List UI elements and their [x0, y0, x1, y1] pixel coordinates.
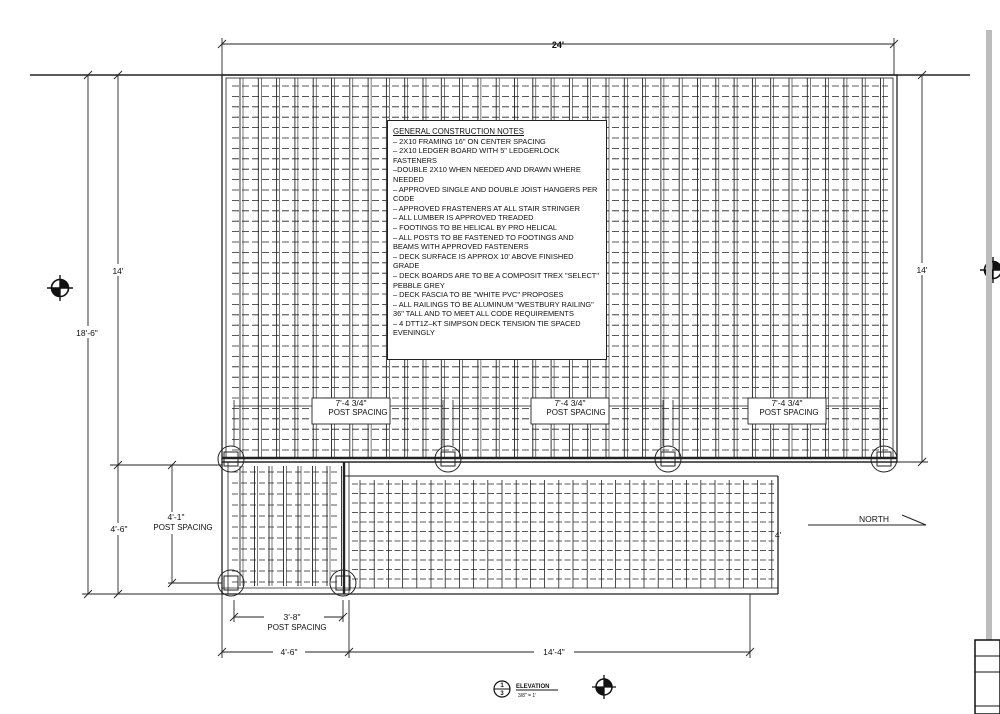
note-item: – APPROVED SINGLE AND DOUBLE JOIST HANGERS PER CODE: [393, 184, 598, 204]
upper-spacing-1-label: POST SPACING: [328, 408, 388, 417]
lower-post-spacing-vertical-dim: 4'-1": [167, 512, 185, 522]
posts: [218, 446, 897, 596]
note-item: – 2X10 LEDGER BOARD WITH 5" LEDGERLOCK FASTENERS: [393, 146, 560, 165]
sheet-number: 3: [500, 691, 504, 697]
note-item: – DECK BOARDS ARE TO BE A COMPOSIT TREX "SELECT" PEBBLE GREY: [393, 270, 599, 290]
upper-post-spacing-tag-1: [312, 398, 390, 424]
note-item: – ALL POSTS TO BE FASTENED TO FOOTINGS AND BEAMS WITH APPROVED FASTENERS: [393, 232, 574, 252]
upper-spacing-3-label: POST SPACING: [759, 408, 819, 417]
lower-post-spacing-vertical-label: POST SPACING: [153, 523, 213, 532]
dim-left-upper-label: 14': [112, 266, 124, 276]
dim-step-height-label: 4': [774, 530, 782, 540]
note-item: – ALL LUMBER IS APPROVED TREADED: [393, 213, 534, 223]
detail-number: 1: [500, 682, 504, 689]
note-item: –DOUBLE 2X10 WHEN NEEDED AND DRAWN WHERE NEEDED: [393, 165, 581, 184]
general-construction-notes: [387, 120, 607, 360]
lower-post-spacing-horizontal-dim: 3'-8": [283, 612, 301, 622]
dim-right-upper-label: 14': [916, 265, 928, 275]
upper-spacing-2-label: POST SPACING: [546, 408, 606, 417]
dimension-right-height: [778, 71, 928, 594]
sheet-border: [975, 30, 1000, 714]
dim-left-total-label: 18'-6": [76, 328, 98, 338]
dim-lower-left-width-label: 4'-6": [280, 647, 298, 657]
dim-left-lower-label: 4'-6": [110, 524, 128, 534]
lower-right-deck-boards: [352, 480, 774, 588]
north-label: NORTH: [858, 514, 890, 524]
note-item: – ALL RAILINGS TO BE ALUMINUM "WESTBURY RAILING" 36" TALL AND TO MEET ALL CODE REQUIREMENTS: [393, 299, 594, 319]
note-item: – DECK SURFACE IS APPROX 10' ABOVE FINISHED GRADE: [393, 251, 574, 271]
target-icon: [47, 275, 73, 301]
upper-spacing-2-dim: 7'-4 3/4": [554, 398, 586, 408]
note-item: – 2X10 FRAMING 16" ON CENTER SPACING: [393, 136, 546, 146]
upper-spacing-1-dim: 7'-4 3/4": [335, 398, 367, 408]
dim-overall-width-label: 24': [551, 40, 565, 50]
upper-post-spacing-tag-2: [531, 398, 609, 424]
upper-post-spacing-tag-3: [748, 398, 826, 424]
dim-lower-right-width-label: 14'-4": [543, 647, 565, 657]
notes-title: GENERAL CONSTRUCTION NOTES: [393, 127, 524, 136]
note-item: – DECK FASCIA TO BE "WHITE PVC" PROPOSES: [393, 290, 564, 300]
detail-title-bubble: [494, 681, 558, 699]
note-item: – 4 DTT1Z–KT SIMPSON DECK TENSION TIE SPACED EVENINGLY: [393, 318, 581, 338]
note-item: – APPROVED FRASTENERS AT ALL STAIR STRINGER: [393, 203, 581, 213]
lower-left-joists: [232, 466, 345, 586]
detail-title: ELEVATION: [516, 684, 550, 690]
lower-post-spacing-horizontal-label: POST SPACING: [267, 623, 327, 632]
notes-list: [393, 137, 601, 338]
target-icon: [592, 675, 616, 699]
note-item: – FOOTINGS TO BE HELICAL BY PRO HELICAL: [393, 222, 558, 232]
detail-scale: 3/8" = 1': [518, 693, 537, 699]
upper-spacing-3-dim: 7'-4 3/4": [771, 398, 803, 408]
